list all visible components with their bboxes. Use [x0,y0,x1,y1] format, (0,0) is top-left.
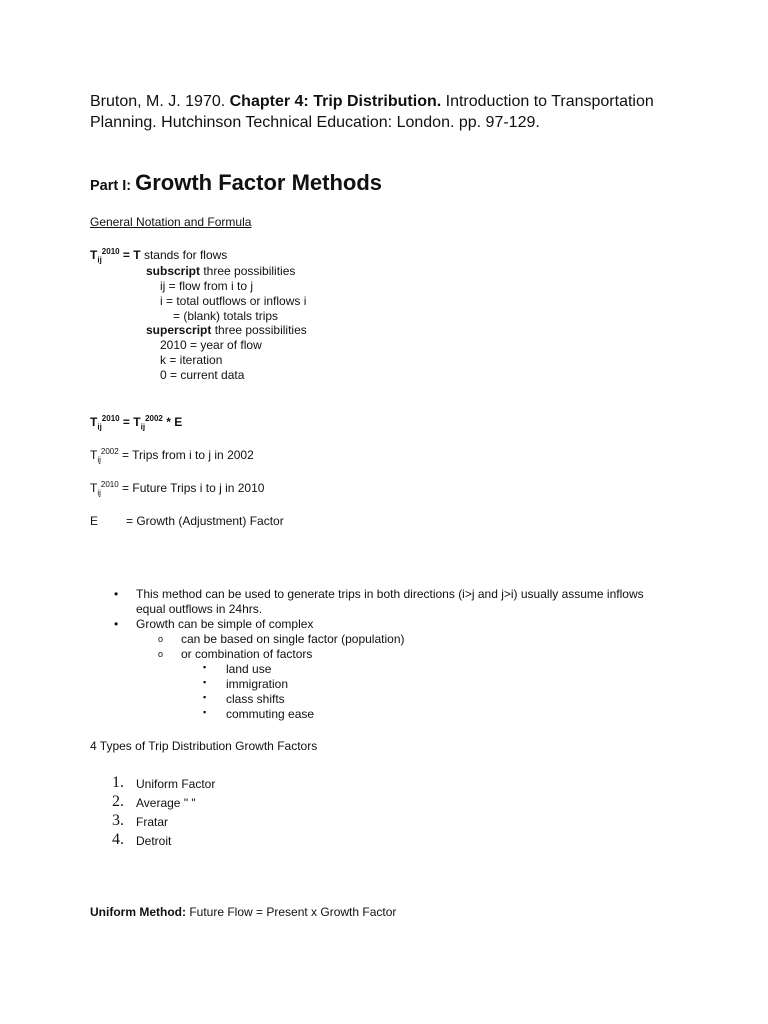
sup-item: k = iteration [160,353,223,367]
types-heading: 4 Types of Trip Distribution Growth Factors [90,739,318,753]
citation-rest: Introduction to Transportation Planning. Hutchinson Technical Education: London. pp. 97-129. [90,93,654,131]
sub-item: = (blank) totals trips [173,309,279,323]
factor-item: class shifts [226,692,285,706]
part-prefix: Part I: [90,178,136,194]
type-item: Uniform Factor [136,777,216,791]
sub-bullet-item-1: can be based on single factor (population) [181,632,405,646]
type-item: Fratar [136,815,169,829]
square-bullet: ▪ [203,662,207,672]
type-item: Average " " [136,796,196,810]
bullet-item-2: Growth can be simple of complex [136,617,314,631]
sup-item: 0 = current data [160,368,245,382]
list-number: 4. [112,831,124,848]
definition-2002: $T_{ij}^{2002}$ = Trips from i to j in 2002 [90,447,254,465]
subscript-line: subscript three possibilities [146,264,296,278]
uniform-method: Uniform Method: Future Flow = Present x Growth Factor [90,905,397,919]
bullet-item-1-line1: This method can be used to generate trips in both directions (i>j and j>i) usually assume inflows [136,587,644,601]
list-number: 3. [112,812,124,829]
bullet-item-1-line2: equal outflows in 24hrs. [136,602,263,616]
definition-e-text: = Growth (Adjustment) Factor [126,514,284,528]
definition-2010: $T_{ij}^{2010}$ = Future Trips i to j in 2010 [90,480,265,498]
list-number: 1. [112,774,124,791]
part-title: Growth Factor Methods [135,170,383,195]
definition-e-symbol: E [90,514,99,528]
notation-heading: General Notation and Formula [90,215,252,229]
square-bullet: ▪ [203,707,207,717]
factor-item: commuting ease [226,707,315,721]
square-bullet: ▪ [203,692,207,702]
list-number: 2. [112,793,124,810]
citation-author: Bruton, M. J. 1970. [90,93,230,110]
sub-bullet-circle: o [158,634,164,644]
main-formula: $T_{ij}^{2010} = T_{ij}^{2002} * E$ [90,414,183,432]
type-item: Detroit [136,834,172,848]
factor-item: land use [226,662,272,676]
notation-definition: $T_{ij}^{2010} = T$ stands for flows [90,247,228,265]
part-heading [90,170,382,196]
bullet-dot: • [114,617,119,631]
sub-bullet-item-2: or combination of factors [181,647,313,661]
superscript-line: superscript three possibilities [146,323,307,337]
sub-item: ij = flow from i to j [160,279,254,293]
sub-item: i = total outflows or inflows i [160,294,307,308]
factor-item: immigration [226,677,289,691]
sub-bullet-circle: o [158,649,164,659]
bullet-dot: • [114,587,119,601]
citation-chapter: Chapter 4: Trip Distribution. [229,93,442,110]
sup-item: 2010 = year of flow [160,338,262,352]
square-bullet: ▪ [203,677,207,687]
citation [90,92,680,133]
